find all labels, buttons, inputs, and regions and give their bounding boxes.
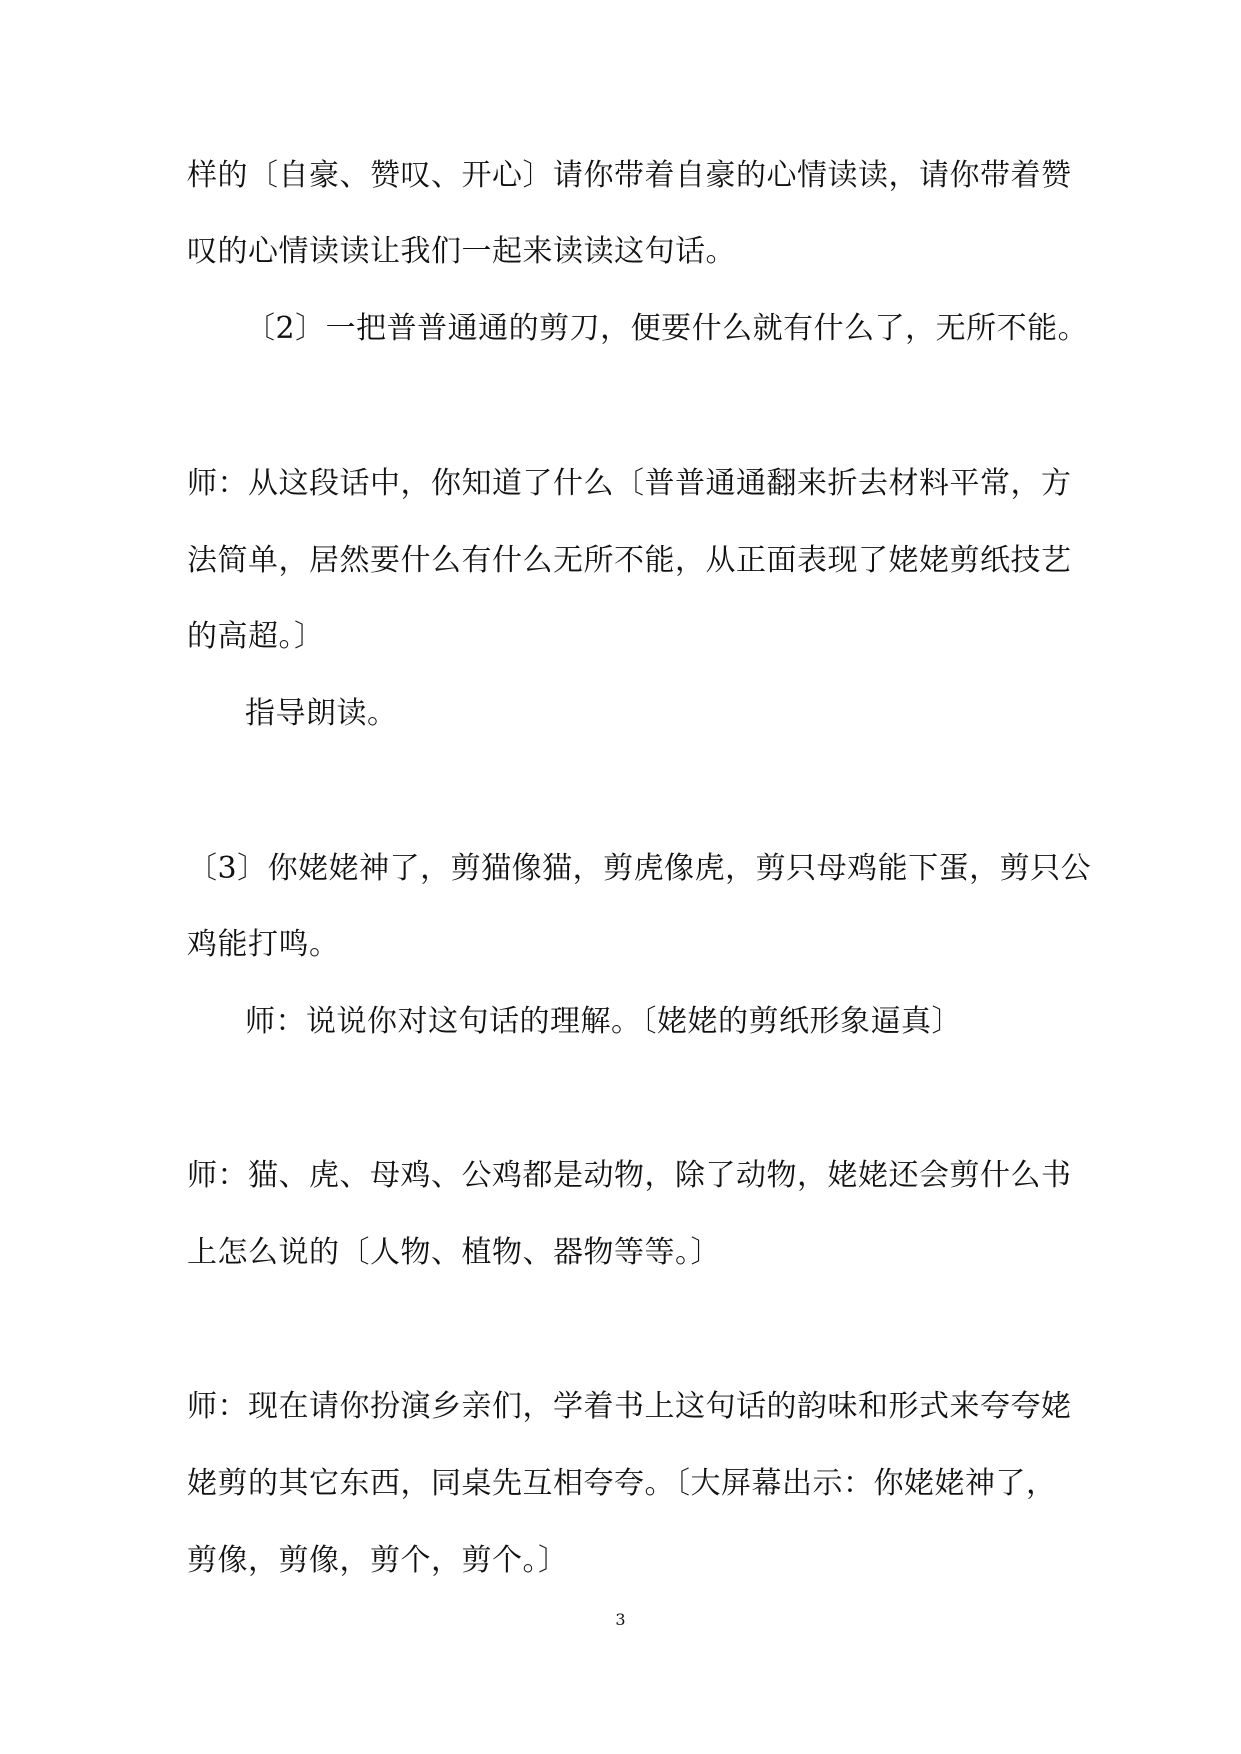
text-line: 师：从这段话中，你知道了什么〔普普通通翻来折去材料平常，方: [187, 466, 1072, 501]
text-line: 样的〔自豪、赞叹、开心〕请你带着自豪的心情读读，请你带着赞: [187, 158, 1072, 193]
text-line: 师：猫、虎、母鸡、公鸡都是动物，除了动物，姥姥还会剪什么书: [187, 1158, 1072, 1193]
text-line: 鸡能打鸣。: [187, 927, 340, 962]
text-line: 指导朗读。: [245, 696, 398, 731]
text-line: 姥剪的其它东西，同桌先互相夸夸。〔大屏幕出示：你姥姥神了，: [187, 1466, 1057, 1501]
text-line: 剪像，剪像，剪个，剪个。〕: [187, 1543, 569, 1578]
text-line: 〔2〕一把普普通通的剪刀，便要什么就有什么了，无所不能。: [245, 311, 1089, 346]
text-line: 法简单，居然要什么有什么无所不能，从正面表现了姥姥剪纸技艺: [187, 543, 1072, 578]
text-line: 师：现在请你扮演乡亲们，学着书上这句话的韵味和形式来夸夸姥: [187, 1389, 1072, 1424]
text-line: 上怎么说的〔人物、植物、器物等等。〕: [187, 1235, 721, 1270]
text-line: 的高超。〕: [187, 619, 325, 654]
text-line: 〔3〕你姥姥神了，剪猫像猫，剪虎像虎，剪只母鸡能下蛋，剪只公: [187, 851, 1092, 886]
text-line: 叹的心情读读让我们一起来读读这句话。: [187, 234, 736, 269]
page-number: 3: [615, 1610, 626, 1629]
text-line: 师：说说你对这句话的理解。〔姥姥的剪纸形象逼真〕: [245, 1004, 962, 1039]
